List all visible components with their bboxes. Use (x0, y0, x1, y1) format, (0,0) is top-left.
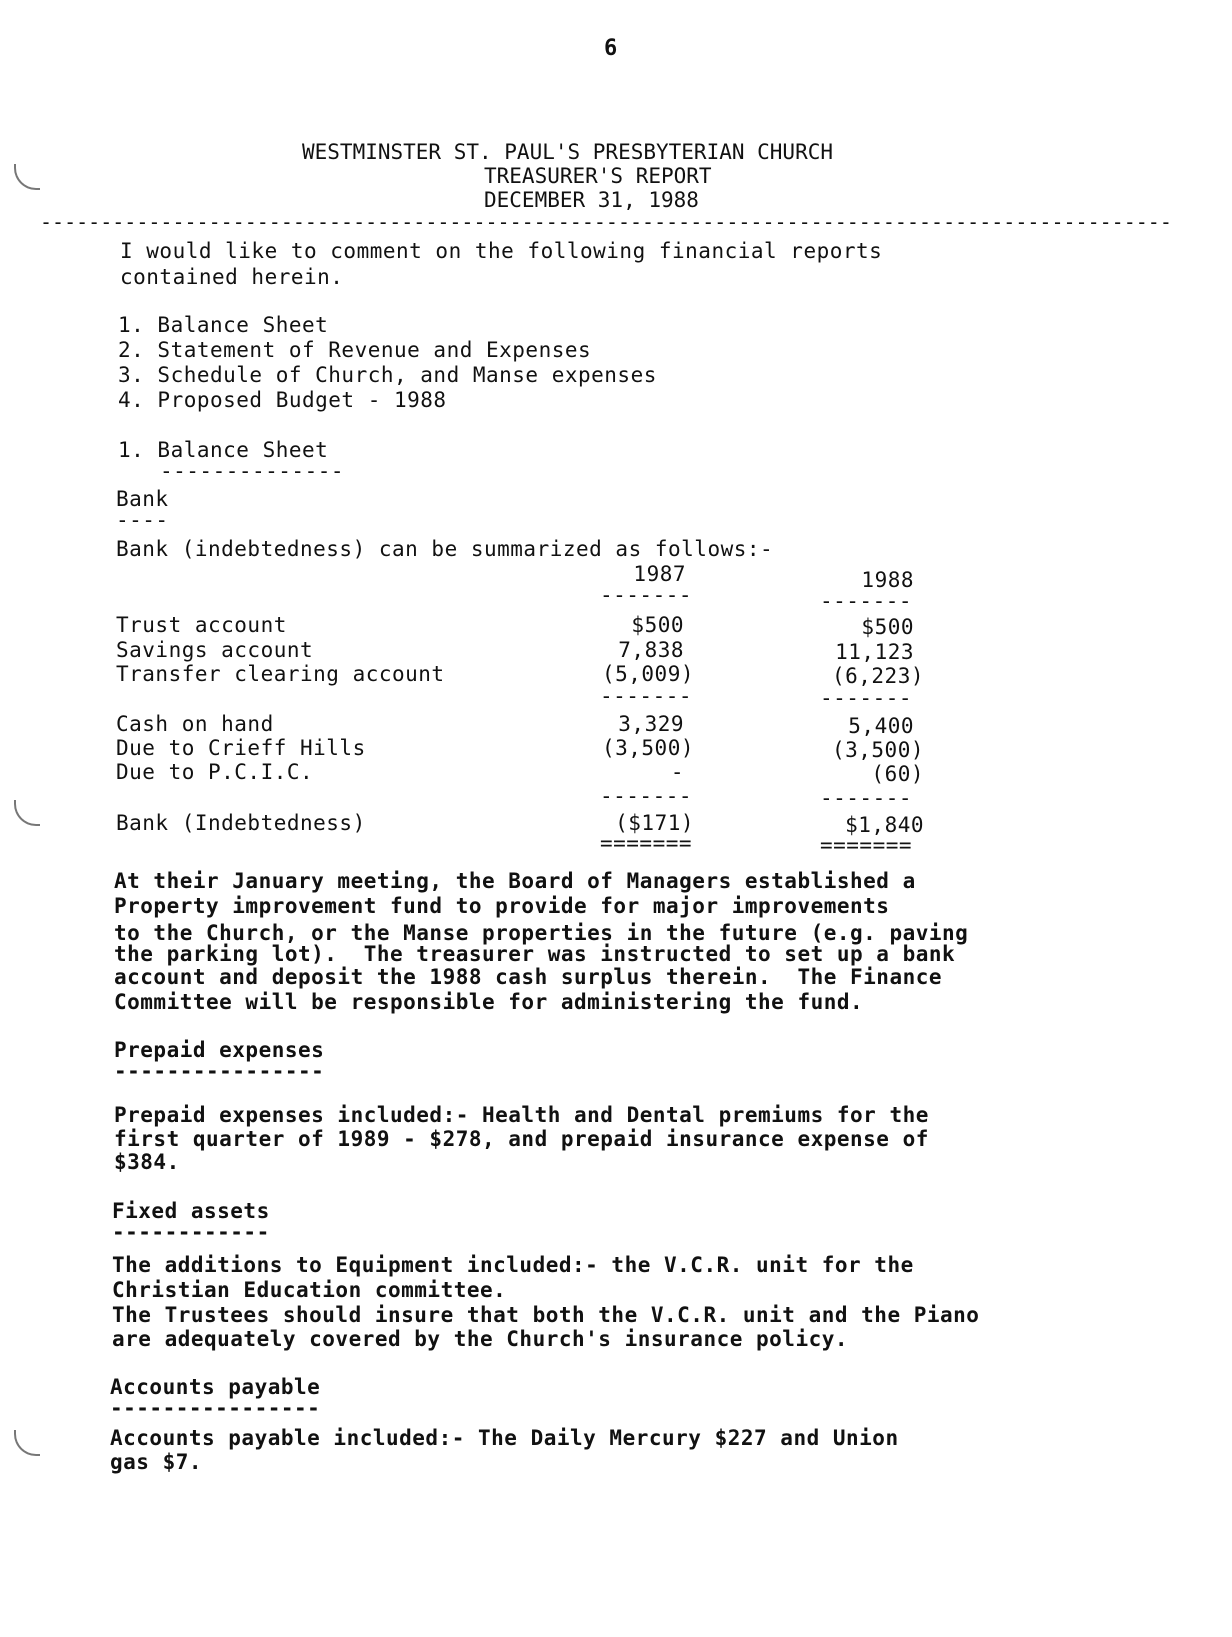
board-paragraph-line-3: to the Church, or the Manse properties in the future (e.g. paving (114, 921, 969, 945)
rule-1988-header: ------- (820, 589, 913, 613)
prepaid-heading: Prepaid expenses (114, 1038, 325, 1062)
intro-line-1: I would like to comment on the following financial reports (120, 239, 883, 263)
row-label-bank-indebtedness: Bank (Indebtedness) (116, 811, 366, 835)
row-1988-cash-on-hand: 5,400 (848, 714, 914, 738)
section-balance-sheet-title: 1. Balance Sheet (118, 438, 329, 462)
board-paragraph-line-2: Property improvement fund to provide for major improvements (114, 894, 890, 918)
binder-mark-bottom (14, 1430, 40, 1456)
double-rule-1988: ======= (820, 833, 913, 857)
board-paragraph-line-1: At their January meeting, the Board of Managers established a (114, 869, 916, 893)
board-paragraph-line-4: the parking lot). The treasurer was instructed to set up a bank (114, 942, 956, 966)
row-label-crieff-hills: Due to Crieff Hills (116, 736, 366, 760)
rule-1987-header: ------- (600, 583, 693, 607)
report-title: TREASURER'S REPORT (484, 164, 712, 188)
report-date: DECEMBER 31, 1988 (484, 188, 699, 212)
rule-1988-subtotal: ------- (820, 686, 913, 710)
rule-1987-subtotal: ------- (600, 684, 693, 708)
accounts-payable-line-1: Accounts payable included:- The Daily Mercury $227 and Union (110, 1426, 899, 1450)
board-paragraph-line-5: account and deposit the 1988 cash surplus therein. The Finance (114, 965, 943, 989)
board-paragraph-line-6: Committee will be responsible for administering the fund. (114, 990, 864, 1014)
year-1988-header: 1988 (861, 568, 914, 592)
binder-mark-top (14, 164, 40, 190)
row-1988-trust-account: $500 (861, 615, 914, 639)
fixed-assets-line-1: The additions to Equipment included:- the V.C.R. unit for the (112, 1253, 914, 1277)
double-rule-1987: ======= (600, 831, 693, 855)
row-1987-cash-on-hand: 3,329 (618, 712, 684, 736)
row-label-cash-on-hand: Cash on hand (116, 712, 274, 736)
prepaid-line-2: first quarter of 1989 - $278, and prepaid insurance expense of (114, 1127, 929, 1151)
row-1988-pcic: (60) (871, 762, 924, 786)
row-1987-savings-account: 7,838 (618, 638, 684, 662)
row-label-pcic: Due to P.C.I.C. (116, 760, 314, 784)
contents-item-4: 4. Proposed Budget - 1988 (118, 388, 447, 412)
header-rule: ---------------------------------------------------------------------------------------------- (40, 210, 1172, 234)
report-org-title: WESTMINSTER ST. PAUL'S PRESBYTERIAN CHURCH (302, 140, 834, 164)
accounts-payable-line-2: gas $7. (110, 1450, 203, 1474)
bank-heading-underline: ---- (116, 508, 169, 532)
row-label-trust-account: Trust account (116, 613, 287, 637)
row-1987-transfer-clearing: (5,009) (601, 662, 694, 686)
row-1988-bank-indebtedness: $1,840 (845, 813, 924, 837)
row-1988-transfer-clearing: (6,223) (831, 664, 924, 688)
rule-1987-total: ------- (600, 784, 693, 808)
row-1987-crieff-hills: (3,500) (601, 736, 694, 760)
rule-1988-total: ------- (820, 786, 913, 810)
prepaid-line-1: Prepaid expenses included:- Health and Dental premiums for the (114, 1103, 929, 1127)
bank-heading: Bank (116, 487, 169, 511)
prepaid-heading-underline: ---------------- (114, 1059, 325, 1083)
row-1987-pcic: - (670, 760, 684, 784)
accounts-payable-heading: Accounts payable (110, 1375, 321, 1399)
row-1987-trust-account: $500 (631, 613, 684, 637)
fixed-assets-line-3: The Trustees should insure that both the V.C.R. unit and the Piano (112, 1303, 980, 1327)
section-balance-sheet-underline: -------------- (160, 459, 345, 483)
year-1987-header: 1987 (633, 562, 686, 586)
contents-item-2: 2. Statement of Revenue and Expenses (118, 338, 592, 362)
row-1988-savings-account: 11,123 (835, 640, 914, 664)
fixed-assets-heading: Fixed assets (112, 1199, 270, 1223)
row-label-transfer-clearing: Transfer clearing account (116, 662, 445, 686)
intro-line-2: contained herein. (120, 265, 344, 289)
page-number: 6 (604, 36, 618, 61)
accounts-payable-heading-underline: ---------------- (110, 1396, 321, 1420)
prepaid-line-3: $384. (114, 1150, 180, 1174)
row-1988-crieff-hills: (3,500) (831, 738, 924, 762)
fixed-assets-heading-underline: ------------ (112, 1220, 270, 1244)
row-label-savings-account: Savings account (116, 638, 314, 662)
row-1987-bank-indebtedness: ($171) (615, 811, 694, 835)
fixed-assets-line-4: are adequately covered by the Church's insurance policy. (112, 1327, 849, 1351)
contents-item-3: 3. Schedule of Church, and Manse expenses (118, 363, 657, 387)
fixed-assets-line-2: Christian Education committee. (112, 1278, 507, 1302)
contents-item-1: 1. Balance Sheet (118, 313, 329, 337)
bank-summary-line: Bank (indebtedness) can be summarized as follows:- (116, 537, 774, 561)
binder-mark-middle (14, 800, 40, 826)
